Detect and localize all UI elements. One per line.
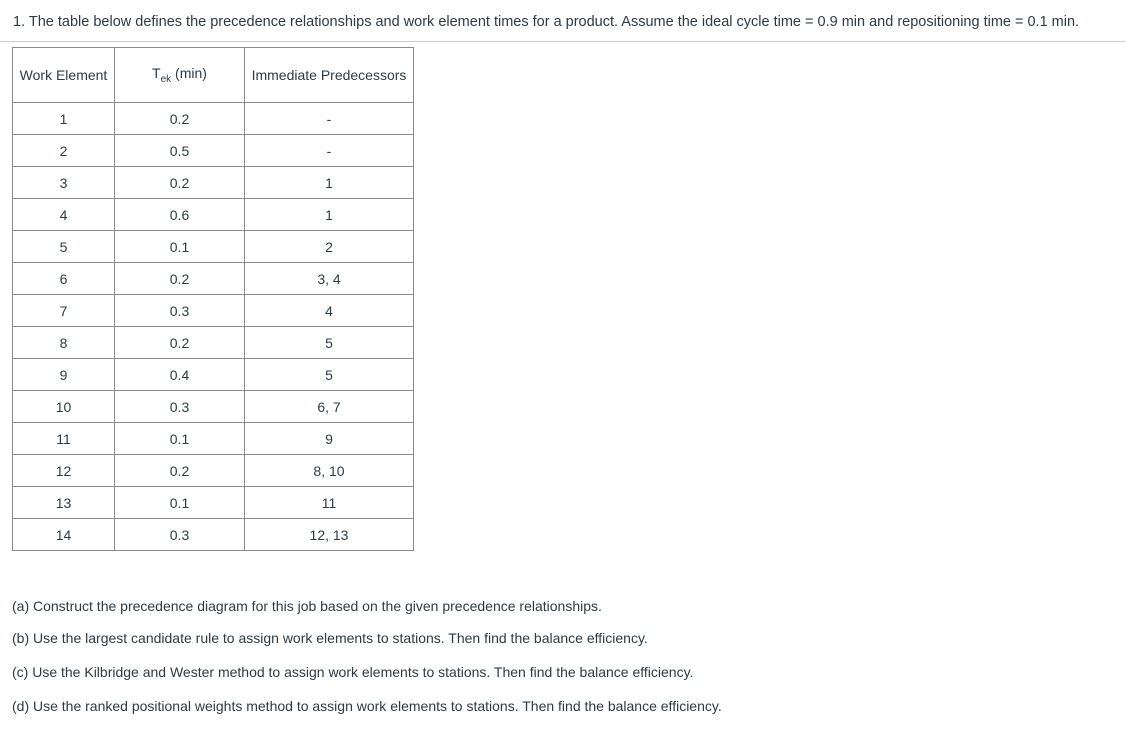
cell-element: 4 [13, 199, 115, 231]
header-tek-symbol: T [152, 65, 161, 82]
cell-time: 0.3 [115, 295, 245, 327]
cell-predecessors: 6, 7 [245, 391, 414, 423]
cell-predecessors: 9 [245, 423, 414, 455]
cell-time: 0.5 [115, 135, 245, 167]
cell-element: 2 [13, 135, 115, 167]
cell-time: 0.3 [115, 519, 245, 551]
cell-predecessors: - [245, 103, 414, 135]
table-row [13, 327, 414, 359]
cell-element: 1 [13, 103, 115, 135]
cell-time: 0.2 [115, 167, 245, 199]
table-row [13, 135, 414, 167]
cell-predecessors: 5 [245, 327, 414, 359]
table-row [13, 359, 414, 391]
cell-element: 3 [13, 167, 115, 199]
cell-time: 0.1 [115, 231, 245, 263]
cell-predecessors: 8, 10 [245, 455, 414, 487]
cell-element: 12 [13, 455, 115, 487]
cell-time: 0.1 [115, 423, 245, 455]
cell-time: 0.2 [115, 103, 245, 135]
cell-predecessors: 4 [245, 295, 414, 327]
question-c: (c) Use the Kilbridge and Wester method to assign work elements to stations. Then find the balance efficiency. [12, 664, 694, 680]
table-row [13, 391, 414, 423]
cell-time: 0.2 [115, 327, 245, 359]
cell-predecessors: 3, 4 [245, 263, 414, 295]
question-d: (d) Use the ranked positional weights method to assign work elements to stations. Then find the balance efficiency. [12, 698, 722, 714]
table-row [13, 167, 414, 199]
table-row [13, 455, 414, 487]
problem-statement: 1. The table below defines the precedence relationships and work element times for a product. Assume the ideal cycle time = 0.9 min and repositioning time = 0.1 min. [13, 14, 1080, 30]
precedence-table [12, 47, 414, 551]
cell-time: 0.2 [115, 455, 245, 487]
cell-time: 0.3 [115, 391, 245, 423]
cell-predecessors: - [245, 135, 414, 167]
cell-time: 0.6 [115, 199, 245, 231]
table-row [13, 103, 414, 135]
cell-element: 5 [13, 231, 115, 263]
cell-time: 0.4 [115, 359, 245, 391]
cell-element: 11 [13, 423, 115, 455]
table-row [13, 519, 414, 551]
table-row [13, 231, 414, 263]
header-work-element: Work Element [13, 48, 115, 103]
cell-predecessors: 2 [245, 231, 414, 263]
table-row [13, 423, 414, 455]
cell-predecessors: 5 [245, 359, 414, 391]
header-tek-unit: (min) [171, 65, 207, 82]
cell-predecessors: 12, 13 [245, 519, 414, 551]
cell-element: 6 [13, 263, 115, 295]
table-row [13, 263, 414, 295]
header-tek [115, 48, 245, 103]
cell-element: 10 [13, 391, 115, 423]
cell-predecessors: 1 [245, 199, 414, 231]
cell-time: 0.2 [115, 263, 245, 295]
divider [0, 41, 1126, 42]
header-tek-subscript: ek [160, 73, 172, 85]
cell-element: 14 [13, 519, 115, 551]
question-b: (b) Use the largest candidate rule to assign work elements to stations. Then find the balance efficiency. [12, 630, 648, 646]
cell-element: 9 [13, 359, 115, 391]
header-predecessors: Immediate Predecessors [245, 48, 414, 103]
table-row [13, 199, 414, 231]
table-row [13, 295, 414, 327]
cell-time: 0.1 [115, 487, 245, 519]
cell-predecessors: 11 [245, 487, 414, 519]
cell-predecessors: 1 [245, 167, 414, 199]
cell-element: 13 [13, 487, 115, 519]
table-row [13, 487, 414, 519]
cell-element: 8 [13, 327, 115, 359]
question-a: (a) Construct the precedence diagram for this job based on the given precedence relationships. [12, 598, 602, 614]
table-header-row [13, 48, 414, 103]
cell-element: 7 [13, 295, 115, 327]
